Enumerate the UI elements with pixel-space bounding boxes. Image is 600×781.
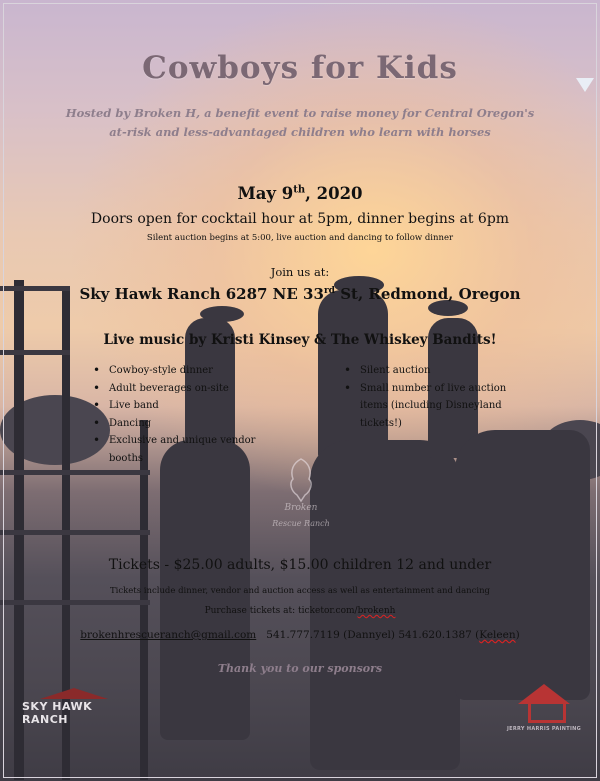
features-list-left — [92, 362, 282, 467]
fence-rail — [0, 530, 150, 535]
logo-word-broken: Broken — [284, 503, 318, 513]
fence-rail — [0, 350, 70, 355]
list-item: • Live band — [92, 397, 282, 415]
fence-rail — [0, 600, 150, 605]
barn-roof-icon — [40, 688, 108, 699]
sponsors-thanks: Thank you to our sponsors — [217, 662, 383, 675]
list-item: • Exclusive and unique vendor booths — [92, 432, 282, 467]
house-roof-icon — [518, 684, 570, 704]
broken-h-logo — [256, 455, 346, 545]
hat-left-silhouette — [200, 306, 244, 322]
hosted-line-1: Hosted by Broken H, a benefit event to raise money for Central Oregon's — [65, 106, 535, 120]
list-item: • Cowboy-style dinner — [92, 362, 282, 380]
date-year: , 2020 — [305, 184, 363, 203]
event-title: Cowboys for Kids — [142, 50, 458, 86]
logo-word-rescue-ranch: Rescue Ranch — [272, 519, 330, 528]
date-month-day: May 9 — [237, 184, 294, 203]
features-list-right — [343, 362, 533, 432]
purchase-link[interactable]: brokenh — [357, 606, 396, 616]
list-item: • Silent auction — [343, 362, 533, 380]
venue-part-1: Sky Hawk Ranch 6287 NE 33 — [79, 285, 324, 303]
date-suffix: th — [293, 184, 306, 196]
sponsor-left-name: SKY HAWK RANCH — [22, 700, 93, 726]
house-body-icon — [528, 704, 566, 723]
email-link[interactable]: brokenhrescueranch@gmail.com — [80, 629, 257, 641]
venue-part-2: St, Redmond, Oregon — [334, 285, 521, 303]
doors-open-text: Doors open for cocktail hour at 5pm, dinner begins at 6pm — [90, 211, 510, 227]
join-us-text: Join us at: — [270, 265, 330, 279]
jerry-harris-painting-logo — [504, 680, 584, 738]
tickets-include-text: Tickets include dinner, vendor and auction access as well as entertainment and dancing — [109, 586, 491, 596]
contact-line: brokenhrescueranch@gmail.com 541.777.7119 (Dannyel) 541.620.1387 (Keleen) — [80, 629, 520, 641]
tickets-pricing: Tickets - $25.00 adults, $15.00 children 12 and under — [108, 557, 492, 573]
silent-auction-note: Silent auction begins at 5:00, live auction and dancing to follow dinner — [146, 233, 454, 243]
list-item: • Dancing — [92, 415, 282, 433]
event-date — [0, 184, 600, 203]
hosted-line-2: at-risk and less-advantaged children who learn with horses — [109, 125, 491, 139]
live-music-heading: Live music by Kristi Kinsey & The Whiskey Bandits! — [103, 332, 497, 348]
phone-dannyel: 541.777.7119 (Dannyel) — [266, 629, 395, 641]
purchase-tickets-text — [0, 606, 600, 616]
sponsor-right-name: JERRY HARRIS PAINTING — [507, 726, 581, 732]
fence-rail — [0, 470, 150, 475]
phone-keleen-number: 541.620.1387 — [398, 629, 472, 641]
venue-address — [0, 285, 600, 303]
list-item: • Small number of live auction items (including Disneyland tickets!) — [343, 380, 533, 433]
list-item: • Adult beverages on-site — [92, 380, 282, 398]
horse-head-icon — [281, 457, 321, 503]
purchase-prefix: Purchase tickets at: ticketor.com/ — [204, 606, 358, 616]
phone-keleen-name: Keleen — [479, 629, 516, 641]
hosted-by-text — [60, 104, 540, 142]
venue-suffix: rd — [323, 286, 335, 296]
sky-hawk-ranch-logo — [22, 688, 134, 730]
